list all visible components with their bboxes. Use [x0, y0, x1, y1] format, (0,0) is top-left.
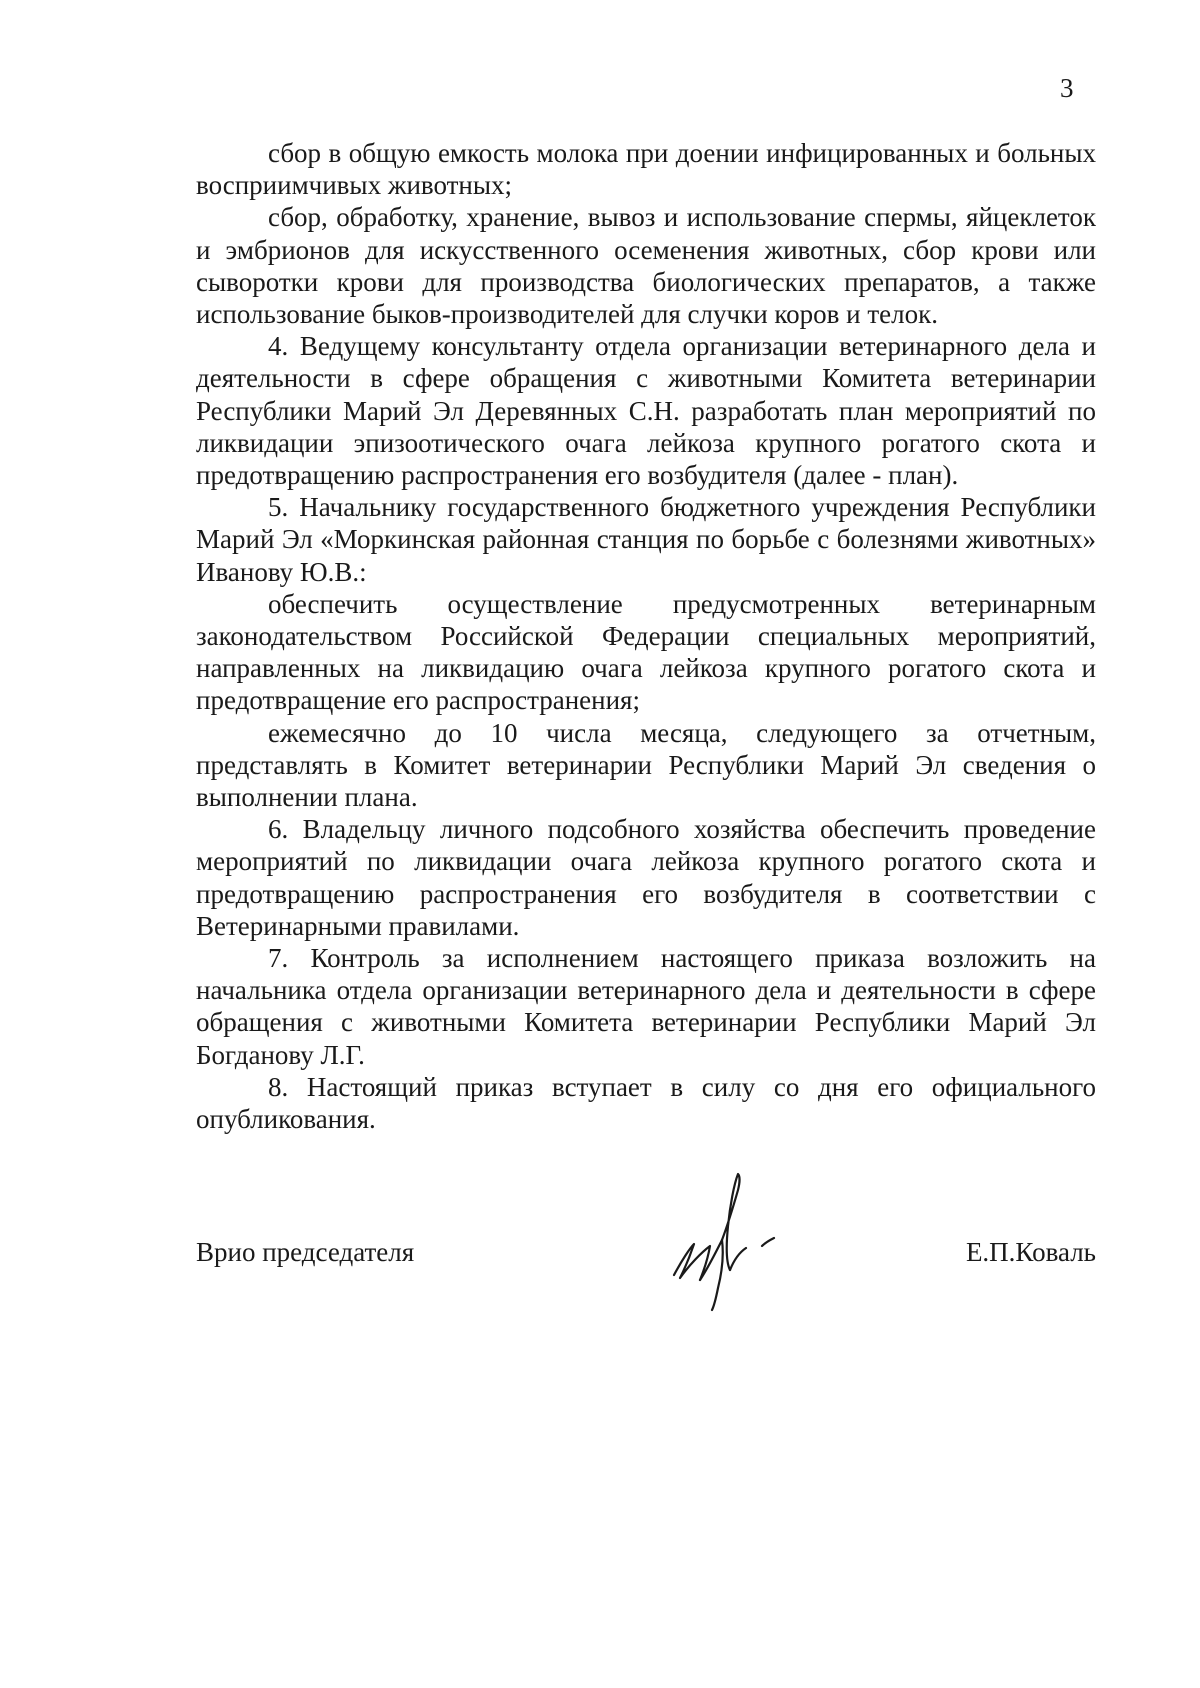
paragraph: 6. Владельцу личного подсобного хозяйства обеспечить проведение мероприятий по ликвидации очага лейкоза крупного рогатого скота и предотвращению распространения его возбудителя в соответствии с Ветеринарными правилами.	[196, 814, 1096, 941]
handwritten-signature	[660, 1160, 800, 1315]
signer-title: Врио председателя	[196, 1237, 415, 1267]
paragraph: ежемесячно до 10 числа месяца, следующего за отчетным, представлять в Комитет ветеринарии Республики Марий Эл сведения о выполнении плана.	[196, 717, 1096, 813]
paragraph: 5. Начальнику государственного бюджетного учреждения Республики Марий Эл «Моркинская районная станция по борьбе с болезнями животных» Иванову Ю.В.:	[196, 492, 1096, 587]
paragraph: сбор в общую емкость молока при доении инфицированных и больных восприимчивых животных;	[196, 138, 1096, 201]
paragraph: обеспечить осуществление предусмотренных ветеринарным законодательством Российской Федерации специальных мероприятий, направленных на ликвидацию очага лейкоза крупного рогатого скота и предотвращение его распространения;	[196, 588, 1096, 716]
page-number: 3	[1060, 73, 1074, 103]
signature-block	[196, 1232, 1096, 1272]
paragraph: 4. Ведущему консультанту отдела организации ветеринарного дела и деятельности в сфере обращения с животными Комитета ветеринарии Республики Марий Эл Деревянных С.Н. разработать план мероприятий по ликвидации эпизоотического очага лейкоза крупного рогатого скота и предотвращению распространения его возбудителя (далее - план).	[196, 331, 1096, 491]
signer-name: Е.П.Коваль	[965, 1237, 1096, 1267]
paragraph: 7. Контроль за исполнением настоящего приказа возложить на начальника отдела организации ветеринарного дела и деятельности в сфере обращения с животными Комитета ветеринарии Республики Марий Эл Богданову Л.Г.	[196, 943, 1096, 1070]
document-body	[196, 137, 1096, 1135]
paragraph: 8. Настоящий приказ вступает в силу со дня его официального опубликования.	[196, 1071, 1096, 1135]
paragraph: сбор, обработку, хранение, вывоз и использование спермы, яйцеклеток и эмбрионов для искусственного осеменения животных, сбор крови или сыворотки крови для производства биологических препаратов, а также использование быков-производителей для случки коров и телок.	[196, 202, 1096, 330]
